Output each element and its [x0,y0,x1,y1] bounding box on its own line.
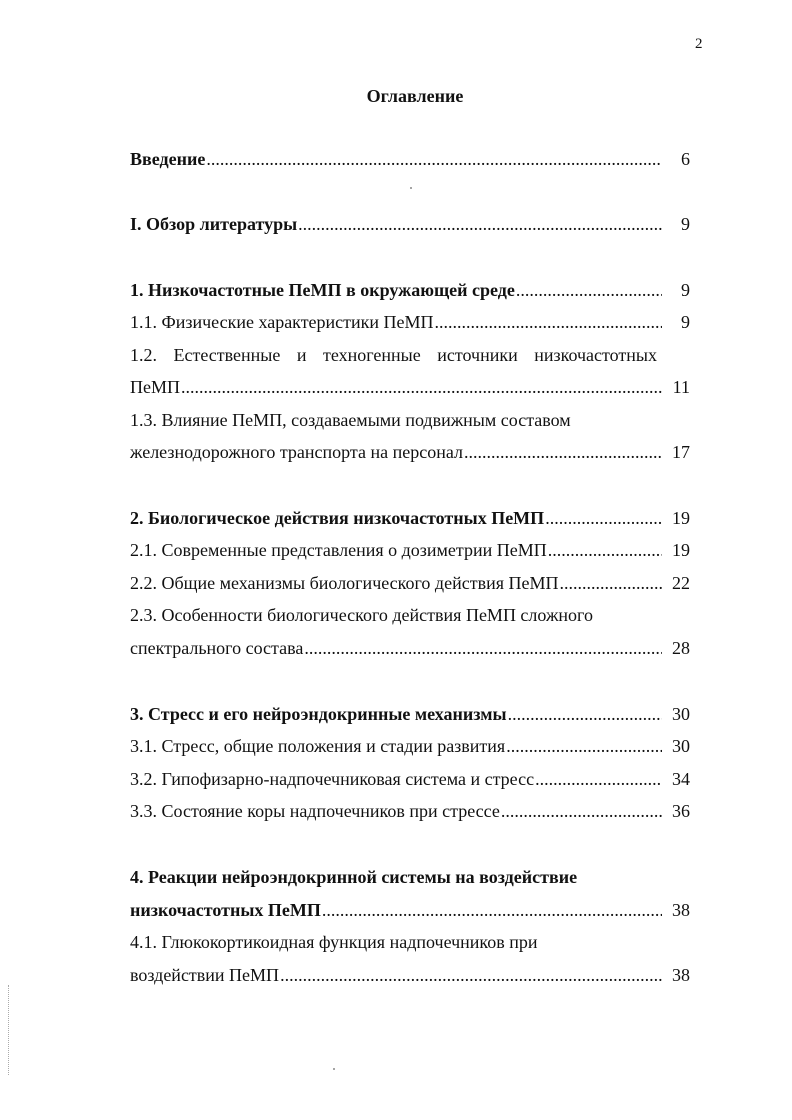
toc-leader-dots [559,572,662,594]
toc-entry-ch2-3[interactable] [130,637,690,659]
page-title: Оглавление [366,86,464,106]
toc-entry-ch4-1[interactable] [130,964,690,986]
toc-entry-text: спектрального состава [130,638,304,658]
toc-entry-ch1-3-line1: 1.3. Влияние ПеМП, создаваемыми подвижным составом [130,410,571,430]
toc-leader-dots [298,213,662,235]
toc-entry-text: 2.1. Современные представления о дозиметрии ПеМП [130,540,547,560]
toc-leader-dots [516,279,662,301]
toc-page-number: 28 [672,638,690,658]
toc-entry-ch1-2[interactable] [130,376,690,398]
scan-margin-mark [8,985,12,1075]
toc-entry-ch2-1[interactable] [130,539,690,561]
toc-page-number: 6 [681,149,690,169]
toc-entry-intro[interactable] [130,148,690,170]
toc-entry-text: 1.1. Физические характеристики ПеМП [130,312,434,332]
toc-page-number: 19 [672,540,690,560]
toc-leader-dots [435,311,662,333]
toc-entry-ch2-3-line1: 2.3. Особенности биологического действия ПеМП сложного [130,605,593,625]
toc-page-number: 38 [672,965,690,985]
toc-entry-ch3-2[interactable] [130,768,690,790]
toc-page-number: 30 [672,736,690,756]
toc-page-number: 9 [681,214,690,234]
toc-page-number: 19 [672,508,690,528]
toc-entry-ch2-2[interactable] [130,572,690,594]
toc-entry-text: Введение [130,149,206,169]
toc-page-number: 9 [681,280,690,300]
toc-entry-ch4-line1: 4. Реакции нейроэндокринной системы на воздействие [130,867,578,887]
toc-entry-text: 3.2. Гипофизарно-надпочечниковая система и стресс [130,769,535,789]
toc-leader-dots [280,964,662,986]
toc-page-number: 30 [672,704,690,724]
toc-page-number: 11 [672,377,690,397]
toc-page-number: 34 [672,769,690,789]
toc-leader-dots [508,703,662,725]
toc-page-number: 36 [672,801,690,821]
toc-leader-dots [506,735,662,757]
toc-entry-ch1-2-line1: 1.2. Естественные и техногенные источники низкочастотных [130,345,657,365]
toc-entry-text: 1. Низкочастотные ПеМП в окружающей среде [130,280,515,300]
scan-speck [410,187,412,189]
toc-entry-ch1-1[interactable] [130,311,690,333]
toc-entry-ch3[interactable] [130,703,690,725]
toc-leader-dots [464,441,662,463]
toc-entry-text: I. Обзор литературы [130,214,298,234]
toc-entry-text: 3.3. Состояние коры надпочечников при стрессе [130,801,500,821]
toc-entry-text: низкочастотных ПеМП [130,900,321,920]
toc-entry-ch4-1-line1: 4.1. Глюкокортикоидная функция надпочечников при [130,932,538,952]
toc-entry-ch3-1[interactable] [130,735,690,757]
toc-entry-text: 2.2. Общие механизмы биологического действия ПеМП [130,573,559,593]
toc-leader-dots [535,768,662,790]
toc-entry-text: воздействии ПеМП [130,965,280,985]
toc-entry-ch1-3[interactable] [130,441,690,463]
toc-page-number: 9 [681,312,690,332]
toc-leader-dots [548,539,662,561]
toc-leader-dots [501,800,662,822]
toc-page-number: 17 [672,442,690,462]
toc-entry-text: 3. Стресс и его нейроэндокринные механизмы [130,704,507,724]
toc-entry-text: 2. Биологическое действия низкочастотных ПеМП [130,508,545,528]
scan-speck [333,1068,335,1070]
toc-page-number: 38 [672,900,690,920]
toc-leader-dots [322,899,662,921]
toc-leader-dots [181,376,662,398]
toc-entry-ch3-3[interactable] [130,800,690,822]
toc-entry-text: железнодорожного транспорта на персонал [130,442,463,462]
toc-entry-review[interactable] [130,213,690,235]
toc-entry-text: 3.1. Стресс, общие положения и стадии развития [130,736,506,756]
toc-entry-text: ПеМП [130,377,180,397]
toc-leader-dots [206,148,662,170]
toc-entry-ch4[interactable] [130,899,690,921]
page-number: 2 [695,36,703,52]
toc-leader-dots [545,507,662,529]
toc-leader-dots [304,637,662,659]
toc-entry-ch1[interactable] [130,279,690,301]
toc-page-number: 22 [672,573,690,593]
toc-entry-ch2[interactable] [130,507,690,529]
